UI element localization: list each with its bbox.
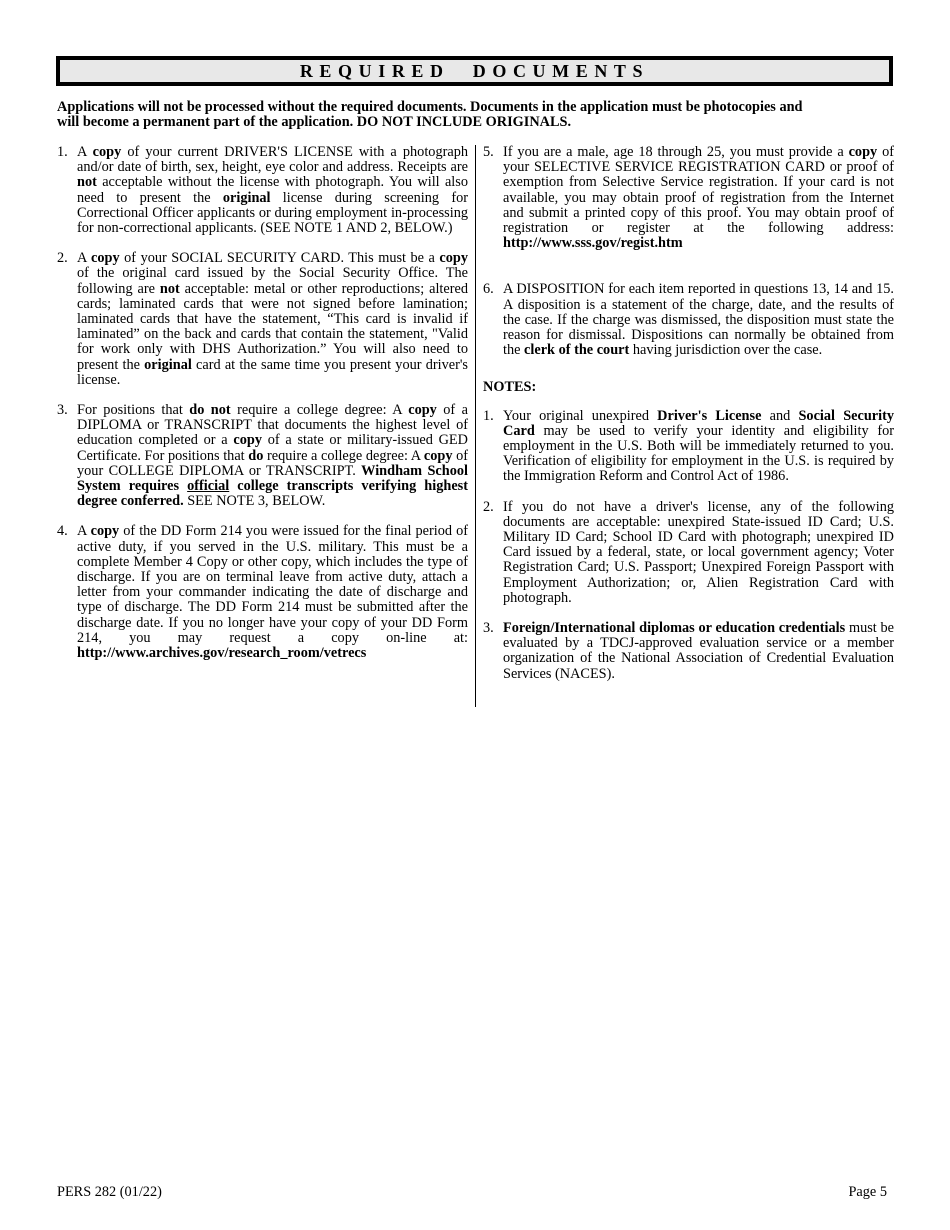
item-number: 3. xyxy=(57,402,68,419)
archives-url: http://www.archives.gov/research_room/vetrecs xyxy=(77,645,367,662)
note-text: Your original unexpired Driver's License and Social Security Card may be used to verify your identity and eligibility for employment in the U.S. Both will be immediately returned to you. Verification of eligibility for employment in the U.S. is required by the Immigration Reform and Control Act of 1986. xyxy=(503,407,895,485)
list-item-5 xyxy=(483,145,894,251)
intro-line: Applications will not be processed without the required documents. Documents in the application must be photocopies and xyxy=(57,99,803,115)
section-banner xyxy=(56,56,893,86)
sss-url: http://www.sss.gov/regist.htm xyxy=(503,235,683,252)
intro-line: will become a permanent part of the application. DO NOT INCLUDE ORIGINALS. xyxy=(57,114,572,130)
note-number: 1. xyxy=(483,407,494,424)
column-divider xyxy=(475,145,476,707)
item-text: A DISPOSITION for each item reported in questions 13, 14 and 15. A disposition is a statement of the charge, date, and the results of the case. If the charge was dismissed, the disposition must state the reason for dismissal. Dispositions can normally be obtained from the clerk of the court having jurisdiction over the case. xyxy=(503,281,894,359)
item-text: For positions that do not require a college degree: A copy of a DIPLOMA or TRANSCRIPT that documents the highest level of education completed or a copy of a state or military-issued GED Certificate. For positions that do require a college degree: A copy of your COLLEGE DIPLOMA or TRANSCRIPT. Windham School System requires official college transcripts verifying highest degree conferred. SEE NOTE 3, BELOW. xyxy=(77,402,469,510)
form-id: PERS 282 (01/22) xyxy=(57,1184,162,1200)
note-item-1 xyxy=(483,409,894,485)
item-text: A copy of your SOCIAL SECURITY CARD. This must be a copy of the original card issued by the Social Security Office. The following are not acceptable: metal or other reproductions; altered cards; laminated cards that were not signed before lamination; laminated cards that have the statement, “This card is invalid if laminated” on the back and cards that contain the statement, "Valid for work only with DHS Authorization.” You will also need to present the original card at the same time you present your driver's license. xyxy=(77,250,469,388)
left-column xyxy=(57,145,468,661)
list-item-1 xyxy=(57,145,468,236)
list-item-4 xyxy=(57,524,468,661)
item-number: 4. xyxy=(57,523,68,540)
right-column xyxy=(483,145,894,682)
note-text: If you do not have a driver's license, any of the following documents are acceptable: unexpired State-issued ID Card; U.S. Military ID Card; School ID Card with photograph; unexpired ID Card issued by a federal, state, or local government agency; Voter Registration Card; U.S. Passport; Unexpired Foreign Passport with Employment Authorization; or, Alien Registration Card with photograph. xyxy=(503,498,894,606)
list-item-3 xyxy=(57,403,468,509)
note-text: Foreign/International diplomas or education credentials must be evaluated by a TDCJ-approved evaluation service or a member organization of the National Association of Credential Evaluation Services (NACES). xyxy=(503,620,894,682)
item-number: 6. xyxy=(483,281,494,298)
item-text: A copy of your current DRIVER'S LICENSE with a photograph and/or date of birth, sex, height, eye color and address. Receipts are not acceptable without the license with photograph. You will also need to present the original license during screening for Correctional Officer applicants or during employment in-processing for non-correctional applicants. (SEE NOTE 1 AND 2, BELOW.) xyxy=(77,144,468,237)
note-item-2 xyxy=(483,500,894,606)
section-title: REQUIRED DOCUMENTS xyxy=(299,60,650,81)
notes-heading: NOTES: xyxy=(483,379,537,396)
note-number: 2. xyxy=(483,498,494,515)
item-text: A copy of the DD Form 214 you were issued for the final period of active duty, if you served in the U.S. military. This must be a complete Member 4 Copy or other copy, which includes the type of discharge. If you are on terminal leave from active duty, attach a letter from your commander indicating the date of discharge and type of discharge. The DD Form 214 must be submitted after the discharge date. If you no longer have your copy of your DD Form 214, you may request a copy on-line at: http://www.archives.gov/research_room/vetrecs xyxy=(77,523,468,662)
item-text: If you are a male, age 18 through 25, you must provide a copy of your SELECTIVE SERVICE REGISTRATION CARD or proof of exemption from Selective Service registration. If your card is not available, you may obtain proof of registration from the Internet and submit a printed copy of this proof. You may obtain proof of registration or register at the following address: http://www.sss.gov/regist.htm xyxy=(503,144,894,252)
intro-paragraph xyxy=(57,100,893,130)
page-number: Page 5 xyxy=(848,1184,887,1200)
item-number: 1. xyxy=(57,144,68,160)
list-item-6 xyxy=(483,282,894,358)
item-number: 2. xyxy=(57,250,68,267)
note-item-3 xyxy=(483,621,894,682)
item-number: 5. xyxy=(483,144,494,160)
list-item-2 xyxy=(57,251,468,388)
note-number: 3. xyxy=(483,620,494,637)
